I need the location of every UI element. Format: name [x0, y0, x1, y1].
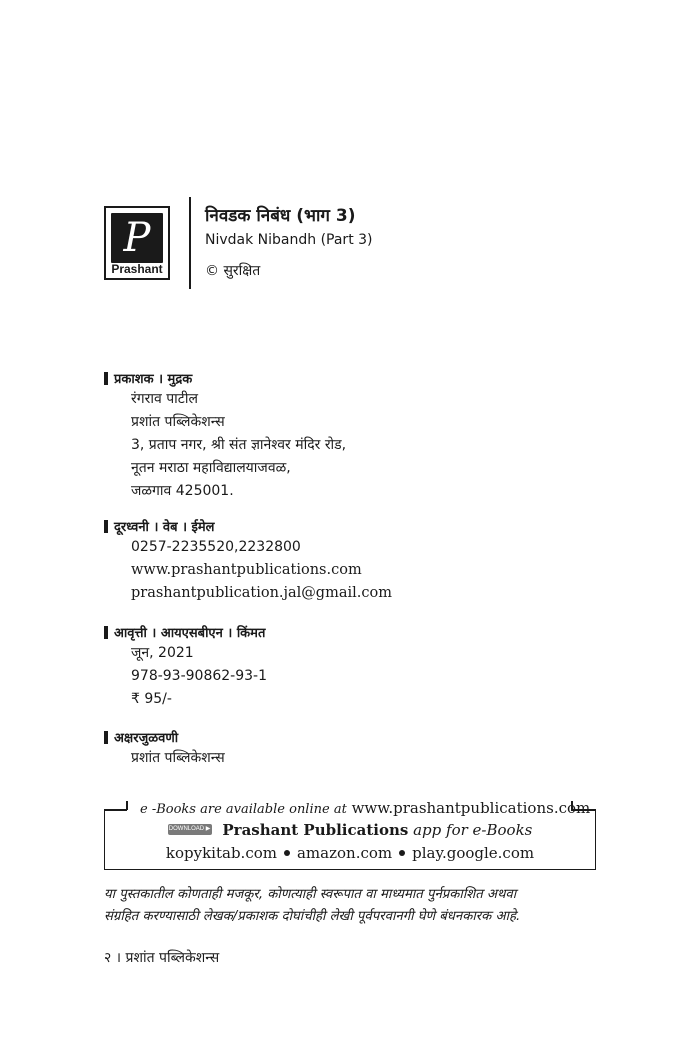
title-divider [189, 197, 191, 289]
typesetting-section [104, 727, 225, 770]
heading-bar [104, 372, 108, 385]
typesetting-line: प्रशांत पब्लिकेशन्स [131, 750, 225, 766]
logo-wordmark: Prashant [111, 262, 163, 276]
bullet-dot [284, 850, 290, 856]
page-footer: २ । प्रशांत पब्लिकेशन्स [104, 950, 220, 966]
logo-mark [111, 213, 163, 263]
publisher-heading: प्रकाशक । मुद्रक [114, 372, 193, 387]
contact-section [104, 516, 392, 605]
typesetting-heading: अक्षरजुळवणी [114, 731, 179, 746]
edition-date: जून, 2021 [131, 645, 194, 661]
store-link[interactable]: amazon.com [296, 844, 393, 862]
heading-bar [104, 731, 108, 744]
ebook-website-link[interactable]: www.prashantpublications.com [351, 799, 591, 817]
ebook-stores [104, 844, 596, 862]
section-heading [104, 727, 225, 747]
publisher-line: प्रशांत पब्लिकेशन्स [131, 414, 225, 430]
section-heading [104, 622, 267, 642]
app-caption: app for e-Books [413, 821, 533, 839]
store-link[interactable]: kopykitab.com [165, 844, 277, 862]
publisher-line: 3, प्रताप नगर, श्री संत ज्ञानेश्वर मंदिर रोड, [131, 437, 347, 453]
publisher-line: जळगाव 425001. [131, 483, 234, 499]
edition-heading: आवृत्ती । आयएसबीएन । किंमत [114, 626, 266, 641]
website-link[interactable]: www.prashantpublications.com [131, 562, 362, 578]
download-badge-icon[interactable]: DOWNLOAD ▶ [168, 824, 212, 835]
bullet-dot [399, 850, 405, 856]
store-link[interactable]: play.google.com [412, 844, 535, 862]
heading-bar [104, 626, 108, 639]
section-heading [104, 368, 346, 388]
rights-notice-line: संग्रहित करण्यासाठी लेखक/प्रकाशक दोघांचीही लेखी पूर्वपरवानगी घेणे बंधनकारक आहे. [104, 909, 521, 924]
box-tick-left [126, 801, 128, 810]
book-title-english: Nivdak Nibandh (Part 3) [205, 232, 373, 248]
price: ₹ 95/- [131, 691, 172, 707]
publisher-line: नूतन मराठा महाविद्यालयाजवळ, [131, 460, 291, 476]
app-name: Prashant Publications [222, 821, 409, 839]
book-title-marathi: निवडक निबंध (भाग 3) [205, 206, 356, 226]
rights-notice [104, 884, 604, 928]
email-link[interactable]: prashantpublication.jal@gmail.com [131, 585, 392, 601]
section-heading [104, 516, 392, 536]
publisher-line: रंगराव पाटील [131, 391, 198, 407]
isbn: 978-93-90862-93-1 [131, 668, 268, 684]
ebook-app-line [104, 821, 596, 839]
box-top-left-rule [104, 809, 127, 811]
ebook-availability [140, 799, 591, 817]
publisher-section [104, 368, 346, 503]
publisher-logo [104, 206, 170, 280]
contact-heading: दूरध्वनी । वेब । ईमेल [114, 520, 215, 535]
rights-notice-line: या पुस्तकातील कोणताही मजकूर, कोणत्याही स्वरूपात वा माध्यमात पुर्नप्रकाशित अथवा [104, 887, 517, 902]
phone-numbers: 0257-2235520,2232800 [131, 539, 301, 555]
copyright-notice: © सुरक्षित [205, 263, 261, 279]
heading-bar [104, 520, 108, 533]
logo-glyph: P [123, 215, 151, 261]
ebook-availability-text: e -Books are available online at [140, 802, 347, 817]
edition-section [104, 622, 267, 711]
